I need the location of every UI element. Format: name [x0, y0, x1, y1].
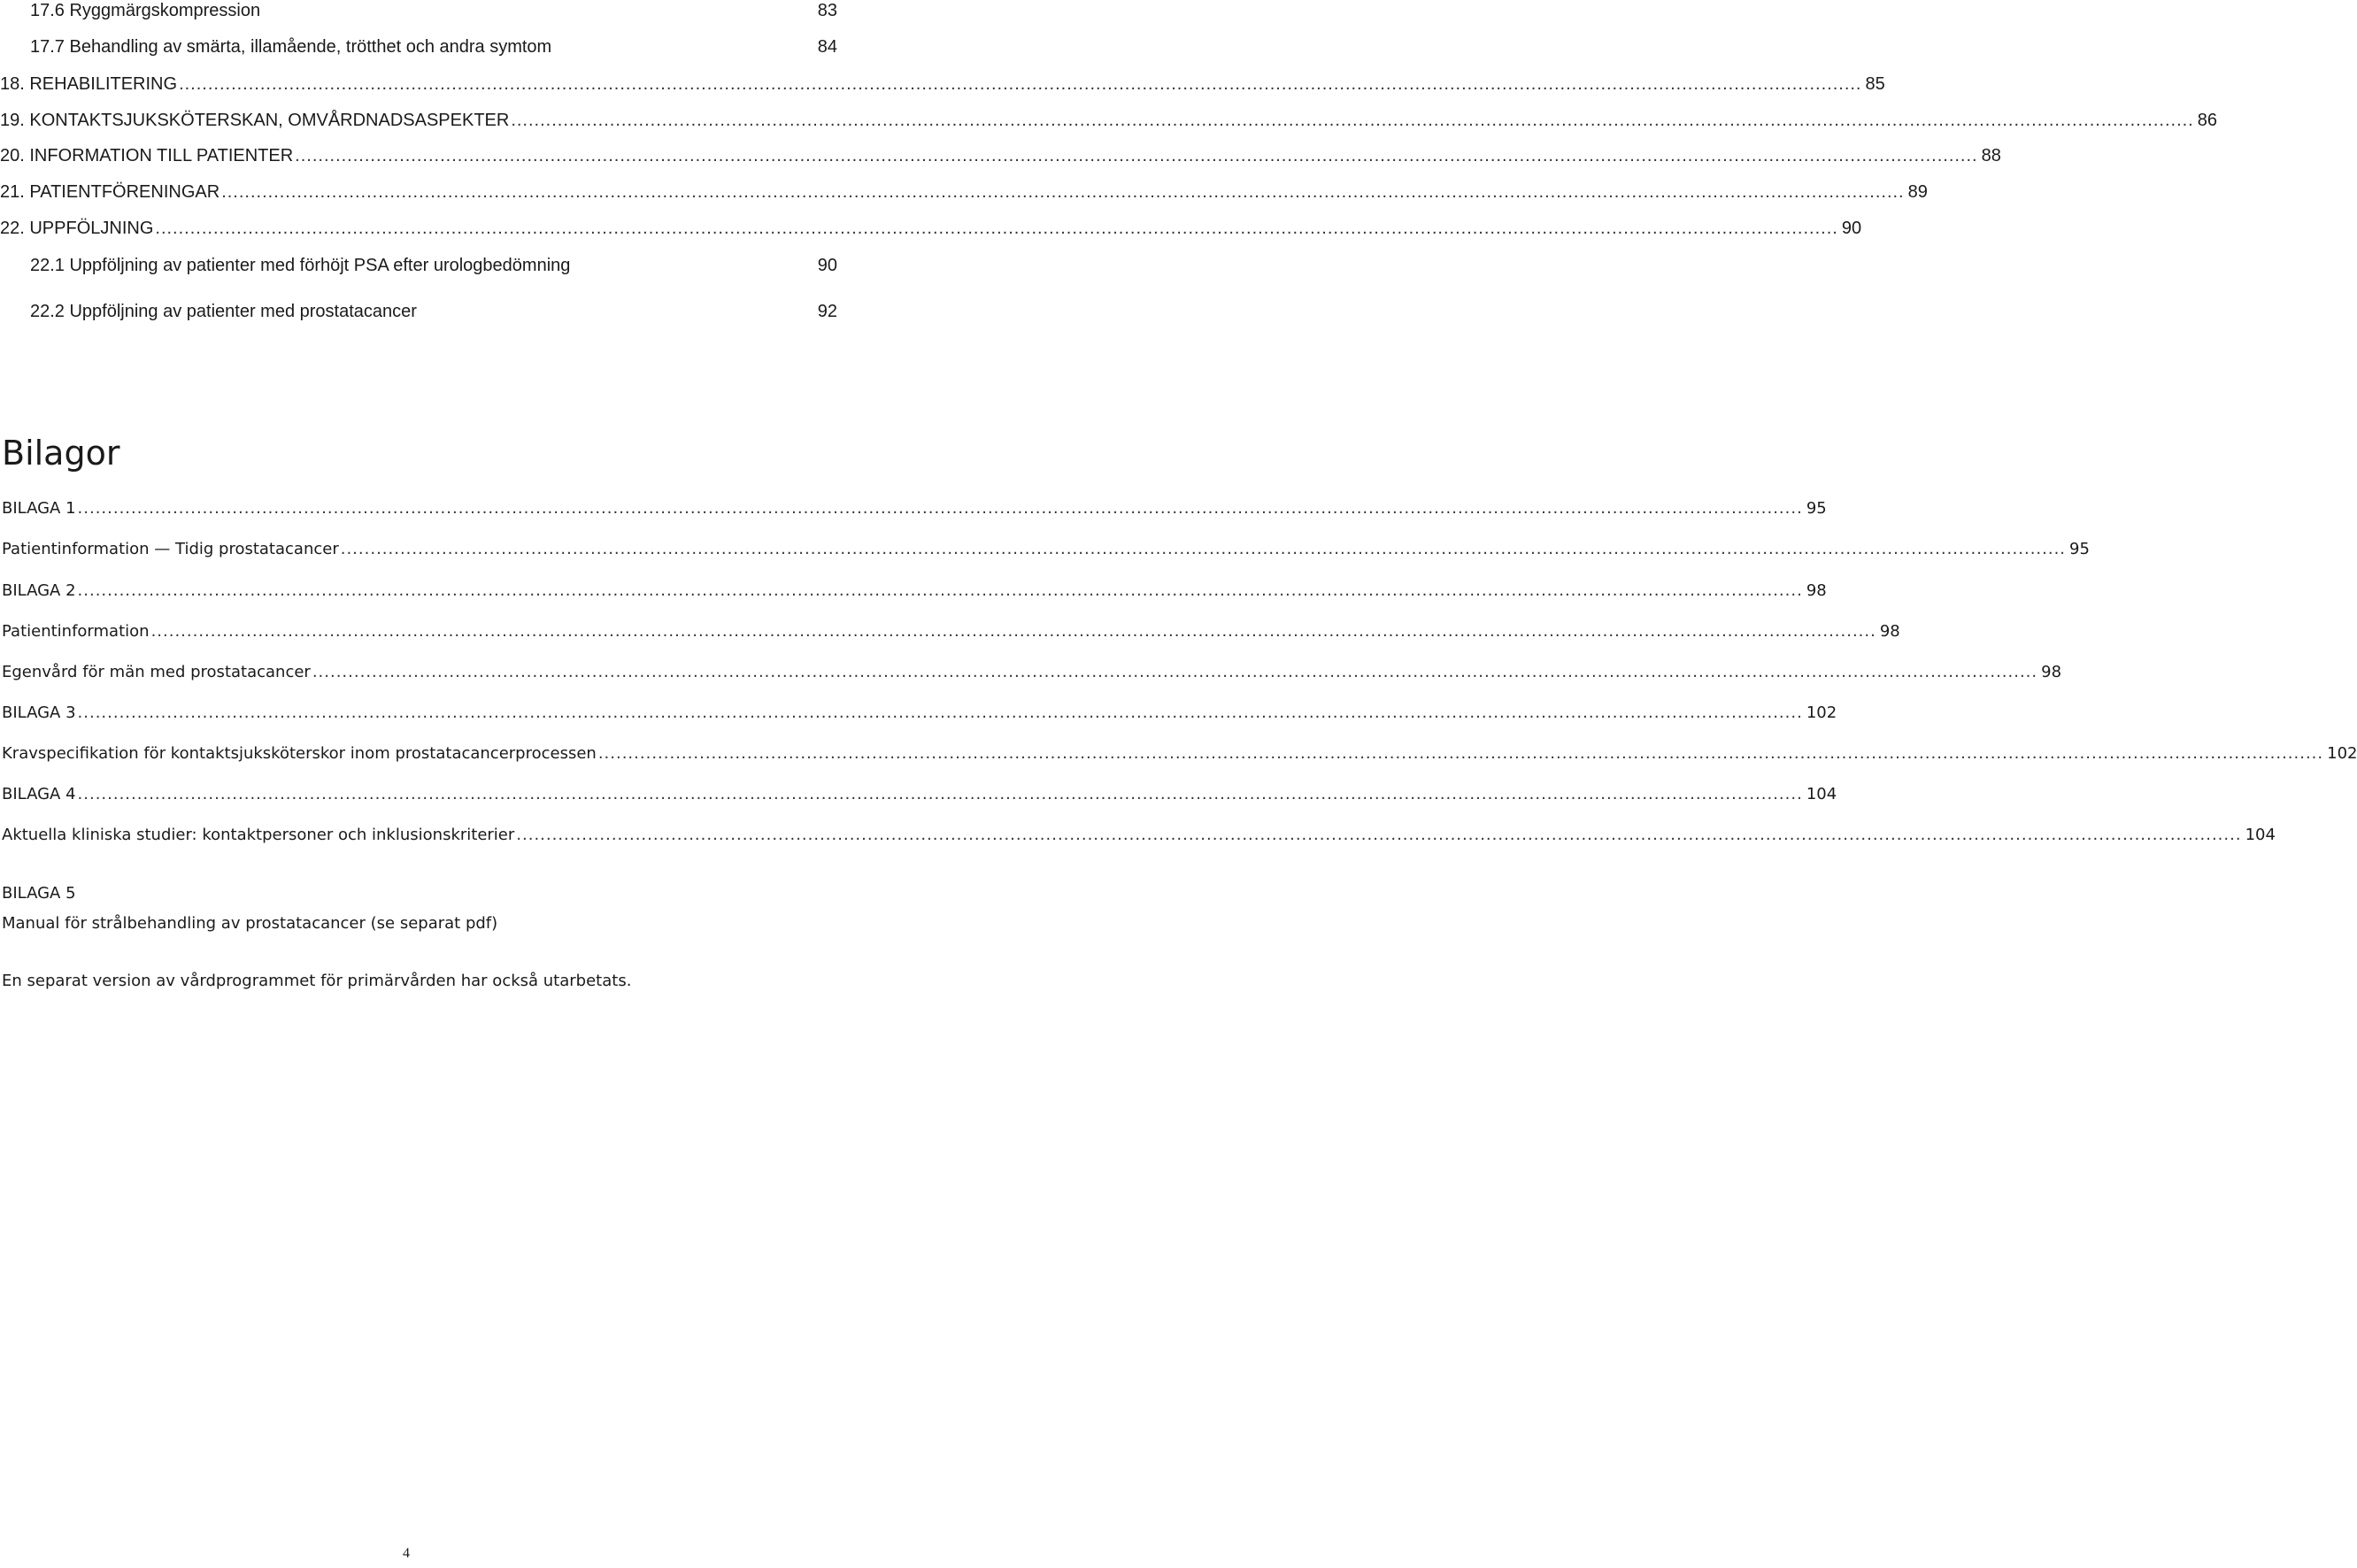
- toc-entry-title: 17.6 Ryggmärgskompression: [30, 1, 261, 20]
- bilaga-entry-4[interactable]: [2, 784, 1837, 805]
- toc-entry-title: BILAGA 3: [2, 703, 76, 722]
- toc-entry-title: 19. KONTAKTSJUKSKÖTERSKAN, OMVÅRDNADSASPEKTER: [0, 111, 510, 130]
- bilaga-5-text: Manual för strålbehandling av prostatacancer (se separat pdf): [2, 914, 498, 933]
- toc-entry-page: 98: [2041, 663, 2062, 681]
- toc-entry-page: 92: [817, 302, 837, 321]
- toc-entry-page: 104: [1806, 785, 1837, 803]
- toc-entry-page: 84: [817, 37, 837, 57]
- primarvard-note: En separat version av vårdprogrammet för primärvården har också utarbetats.: [2, 972, 632, 990]
- bilaga-entry-3[interactable]: [2, 703, 1837, 724]
- toc-entry-page: 98: [1879, 622, 1900, 641]
- bilaga-entry-egenvard[interactable]: [2, 662, 2062, 683]
- toc-entry-page: 102: [2327, 744, 2357, 763]
- toc-entry-19[interactable]: [0, 110, 2217, 131]
- toc-entry-title: 21. PATIENTFÖRENINGAR: [0, 182, 220, 202]
- bilagor-heading: Bilagor: [2, 434, 120, 473]
- toc-leader: [312, 662, 2037, 683]
- toc-entry-title: 22.1 Uppföljning av patienter med förhöjt PSA efter urologbedömning: [30, 256, 571, 275]
- toc-leader: [78, 498, 1803, 519]
- toc-entry-page: 95: [2069, 540, 2090, 558]
- toc-leader: [78, 580, 1803, 602]
- toc-leader: [155, 218, 1837, 239]
- bilaga-5-label: BILAGA 5: [2, 884, 76, 903]
- toc-entry-title: 22. UPPFÖLJNING: [0, 219, 154, 238]
- toc-leader: [78, 784, 1803, 805]
- toc-leader: [511, 110, 2193, 131]
- toc-entry-title: Patientinformation — Tidig prostatacancer: [2, 540, 339, 558]
- toc-entry-title: BILAGA 1: [2, 499, 76, 518]
- toc-entry-page: 95: [1806, 499, 1827, 518]
- toc-leader: [221, 181, 1904, 203]
- toc-entry-title: 20. INFORMATION TILL PATIENTER: [0, 146, 294, 165]
- toc-entry-17-7[interactable]: [30, 36, 837, 58]
- toc-leader: [295, 145, 1977, 166]
- toc-entry-title: Aktuella kliniska studier: kontaktpersoner och inklusionskriterier: [2, 826, 515, 844]
- toc-leader: [151, 621, 1876, 642]
- toc-entry-page: 104: [2245, 826, 2276, 844]
- toc-leader: [179, 73, 1861, 95]
- toc-entry-title: Kravspecifikation för kontaktsjuksköterskor inom prostatacancerprocessen: [2, 744, 597, 763]
- toc-entry-page: 86: [2197, 111, 2217, 130]
- page-number: 4: [403, 1546, 410, 1561]
- toc-leader: [78, 703, 1803, 724]
- toc-entry-page: 83: [817, 1, 837, 20]
- toc-entry-page: 98: [1806, 581, 1827, 600]
- toc-entry-page: 88: [1981, 146, 2001, 165]
- toc-leader: [516, 825, 2241, 846]
- toc-entry-18[interactable]: [0, 73, 1885, 95]
- toc-entry-title: Patientinformation: [2, 622, 150, 641]
- toc-entry-title: 17.7 Behandling av smärta, illamående, trötthet och andra symtom: [30, 37, 552, 57]
- toc-entry-22-2[interactable]: [30, 301, 837, 322]
- bilaga-entry-patientinfo-tidig[interactable]: [2, 539, 2090, 560]
- toc-entry-page: 102: [1806, 703, 1837, 722]
- toc-entry-title: BILAGA 4: [2, 785, 76, 803]
- toc-leader: [341, 539, 2066, 560]
- toc-entry-title: Egenvård för män med prostatacancer: [2, 663, 311, 681]
- toc-entry-page: 89: [1907, 182, 1928, 202]
- bilaga-entry-kravspecifikation[interactable]: [2, 743, 2357, 765]
- toc-entry-page: 85: [1865, 74, 1885, 94]
- toc-entry-17-6[interactable]: [30, 0, 837, 21]
- toc-entry-title: BILAGA 2: [2, 581, 76, 600]
- bilaga-entry-kliniska-studier[interactable]: [2, 825, 2276, 846]
- bilaga-entry-1[interactable]: [2, 498, 1827, 519]
- toc-entry-22[interactable]: [0, 218, 1862, 239]
- toc-entry-20[interactable]: [0, 145, 2001, 166]
- toc-entry-21[interactable]: [0, 181, 1928, 203]
- toc-entry-page: 90: [1841, 219, 1862, 238]
- toc-entry-title: 18. REHABILITERING: [0, 74, 178, 94]
- toc-entry-page: 90: [817, 256, 837, 275]
- toc-leader: [598, 743, 2323, 765]
- bilaga-entry-2[interactable]: [2, 580, 1827, 602]
- bilaga-entry-patientinfo[interactable]: [2, 621, 1900, 642]
- toc-entry-22-1[interactable]: [30, 255, 837, 276]
- toc-entry-title: 22.2 Uppföljning av patienter med prostatacancer: [30, 302, 417, 321]
